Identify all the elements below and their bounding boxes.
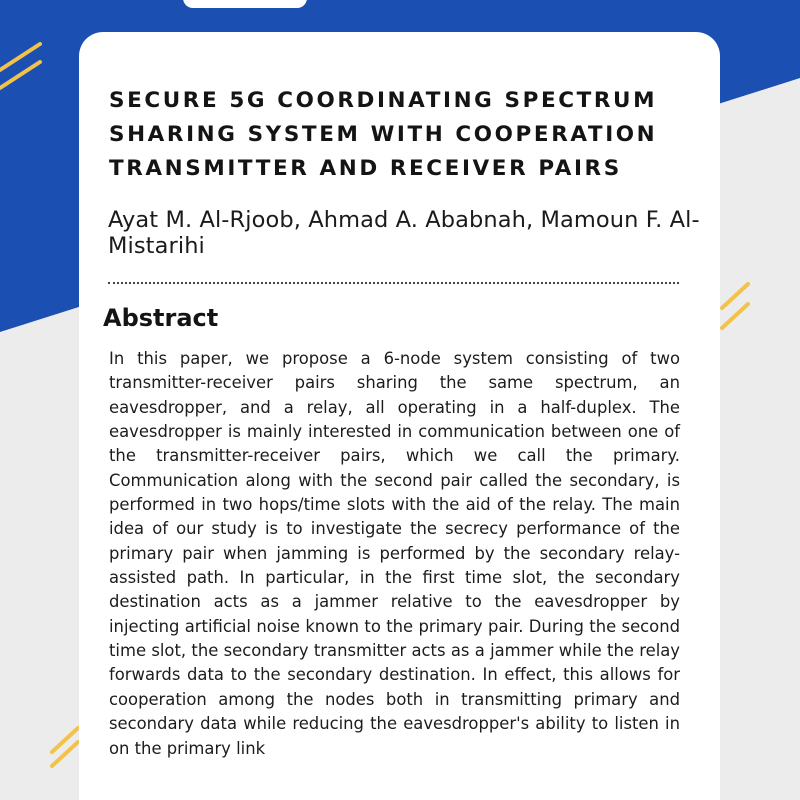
stripes-right-icon (722, 284, 748, 328)
stripes-top-left-icon (0, 44, 40, 88)
paper-title: SECURE 5G COORDINATING SPECTRUM SHARING SYSTEM WITH COOPERATION TRANSMITTER AND RECEIVER PAIRS (109, 88, 658, 181)
abstract-heading: Abstract (103, 304, 219, 332)
top-tab-shape (183, 0, 307, 8)
paper-authors: Ayat M. Al-Rjoob, Ahmad A. Ababnah, Mamoun F. Al-Mistarihi (108, 207, 700, 259)
stripes-bottom-left-icon (52, 728, 78, 766)
abstract-text: In this paper, we propose a 6-node system consisting of two transmitter-receiver pairs sharing the same spectrum, an eavesdropper, and a relay, all operating in a half-duplex. The eavesdropper is mainly interested in communication between one of the transmitter-receiver pairs, which we call the primary. Communication along with the second pair called the secondary, is performed in two hops/time slots with the aid of the relay. The main idea of our study is to investigate the secrecy performance of the primary pair when jamming is performed by the secondary relay-assisted path. In particular, in the first time slot, the secondary destination acts as a jammer relative to the eavesdropper by injecting artificial noise known to the primary pair. During the second time slot, the secondary transmitter acts as a jammer while the relay forwards data to the secondary destination. In effect, this allows for cooperation among the nodes both in transmitting primary and secondary data while reducing the eavesdropper's ability to listen in on the primary link (109, 349, 680, 758)
dotted-divider (108, 282, 679, 284)
